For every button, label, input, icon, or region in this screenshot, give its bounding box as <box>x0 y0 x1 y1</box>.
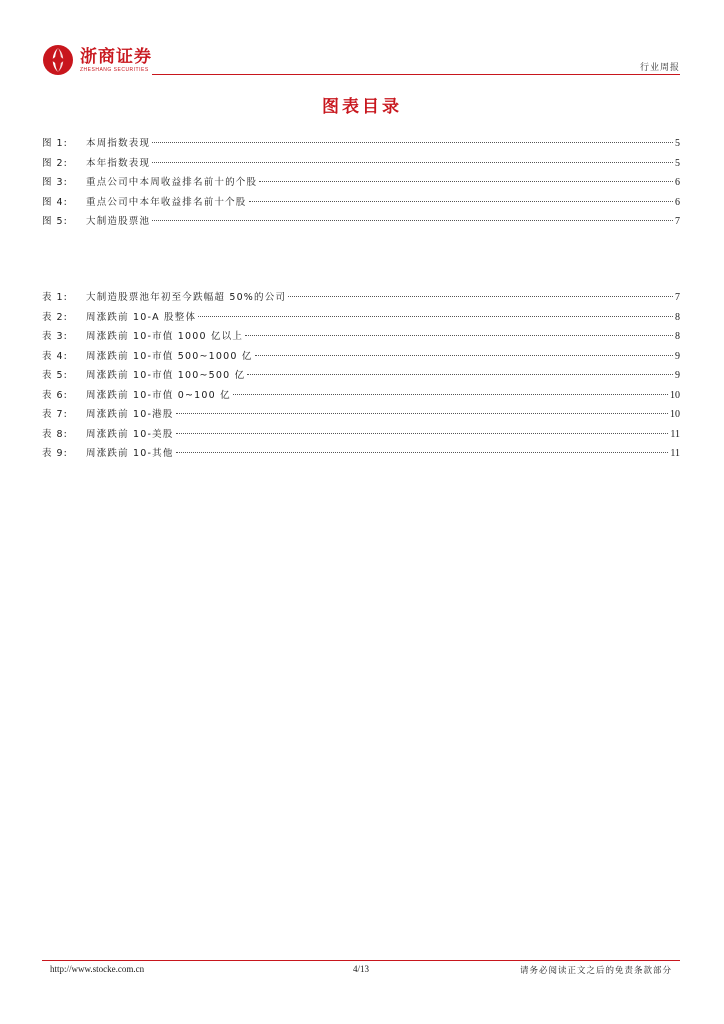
toc-item-page: 11 <box>670 448 680 459</box>
toc-item-label: 图 3: <box>42 177 68 188</box>
toc-item-page: 7 <box>675 292 680 303</box>
toc-item[interactable] <box>42 288 680 308</box>
toc-item-label: 表 2: <box>42 311 68 323</box>
toc-leader-dots <box>288 296 673 297</box>
figure-list <box>42 134 680 232</box>
toc-item[interactable] <box>42 134 680 154</box>
toc-item-page: 10 <box>670 409 680 420</box>
toc-leader-dots <box>152 142 673 143</box>
toc-item[interactable] <box>42 308 680 328</box>
toc-item-page: 6 <box>675 177 680 188</box>
footer-url-link[interactable]: http://www.stocke.com.cn <box>50 964 145 974</box>
header-divider <box>152 74 680 75</box>
toc-item[interactable] <box>42 425 680 445</box>
toc-item-text: 本年指数表现 <box>86 157 151 169</box>
toc-item-page: 5 <box>675 157 680 169</box>
toc-item[interactable] <box>42 154 680 174</box>
toc-leader-dots <box>176 413 668 414</box>
toc-item-page: 10 <box>670 389 680 401</box>
toc-item-text: 本周指数表现 <box>86 138 151 149</box>
toc-item-text: 周涨跌前 10-市值 100~500 亿 <box>86 370 246 381</box>
toc-item-label: 表 3: <box>42 331 68 342</box>
toc-leader-dots <box>259 181 673 182</box>
toc-item[interactable] <box>42 173 680 193</box>
toc-item-text: 周涨跌前 10-美股 <box>86 428 174 440</box>
toc-leader-dots <box>249 201 673 202</box>
toc-item-page: 11 <box>670 428 680 440</box>
toc-leader-dots <box>198 316 673 317</box>
footer-disclaimer: 请务必阅读正文之后的免责条款部分 <box>519 966 672 976</box>
page-header <box>42 40 680 80</box>
toc-item[interactable] <box>42 212 680 232</box>
toc-item-page: 5 <box>675 138 680 149</box>
toc-item-text: 周涨跌前 10-市值 1000 亿以上 <box>86 331 244 342</box>
toc-item-text: 重点公司中本周收益排名前十的个股 <box>86 177 258 188</box>
page-footer <box>42 964 680 978</box>
toc-item-label: 图 4: <box>42 196 68 208</box>
toc-leader-dots <box>255 355 673 356</box>
toc-item-text: 周涨跌前 10-港股 <box>86 409 174 420</box>
toc-item-text: 周涨跌前 10-市值 500~1000 亿 <box>86 350 253 362</box>
footer-page-indicator: 4/13 <box>352 964 369 974</box>
toc-item-label: 表 4: <box>42 350 68 362</box>
toc-item-page: 8 <box>675 331 680 342</box>
toc-leader-dots <box>176 433 669 434</box>
toc-leader-dots <box>245 335 673 336</box>
logo-name-cn: 浙商证券 <box>80 46 152 67</box>
toc-item[interactable] <box>42 366 680 386</box>
logo-mark-icon <box>42 44 74 76</box>
toc-item-page: 8 <box>675 311 680 323</box>
toc-item-label: 表 6: <box>42 389 68 401</box>
toc-item[interactable] <box>42 444 680 464</box>
table-list <box>42 288 680 464</box>
toc-leader-dots <box>152 162 673 163</box>
toc-item-page: 9 <box>675 370 680 381</box>
toc-item-text: 周涨跌前 10-其他 <box>86 448 174 459</box>
toc-item[interactable] <box>42 193 680 213</box>
toc-item-label: 表 8: <box>42 428 68 440</box>
toc-item-label: 表 5: <box>42 370 68 381</box>
toc-leader-dots <box>176 452 669 453</box>
toc-leader-dots <box>247 374 673 375</box>
company-logo <box>42 40 152 80</box>
toc-item[interactable] <box>42 347 680 367</box>
toc-item-label: 表 7: <box>42 409 68 420</box>
toc-item-text: 大制造股票池 <box>86 216 151 227</box>
report-type-label: 行业周报 <box>639 63 680 73</box>
toc-item-label: 图 5: <box>42 216 68 227</box>
toc-leader-dots <box>233 394 668 395</box>
toc-title: 图表目录 <box>322 97 402 117</box>
toc-item[interactable] <box>42 386 680 406</box>
toc-leader-dots <box>152 220 673 221</box>
toc-item-label: 表 1: <box>42 292 68 303</box>
toc-item-text: 大制造股票池年初至今跌幅超 50%的公司 <box>86 292 287 303</box>
toc-item-text: 重点公司中本年收益排名前十个股 <box>86 196 247 208</box>
toc-item-page: 7 <box>675 216 680 227</box>
logo-name-en: ZHESHANG SECURITIES <box>80 66 149 73</box>
toc-item-page: 9 <box>675 350 680 362</box>
toc-item-text: 周涨跌前 10-市值 0~100 亿 <box>86 389 231 401</box>
toc-item-text: 周涨跌前 10-A 股整体 <box>86 311 197 323</box>
toc-item[interactable] <box>42 327 680 347</box>
toc-item[interactable] <box>42 405 680 425</box>
footer-divider <box>42 960 680 961</box>
toc-item-label: 图 2: <box>42 157 68 169</box>
toc-item-label: 表 9: <box>42 448 68 459</box>
toc-item-label: 图 1: <box>42 138 68 149</box>
toc-item-page: 6 <box>675 196 680 208</box>
